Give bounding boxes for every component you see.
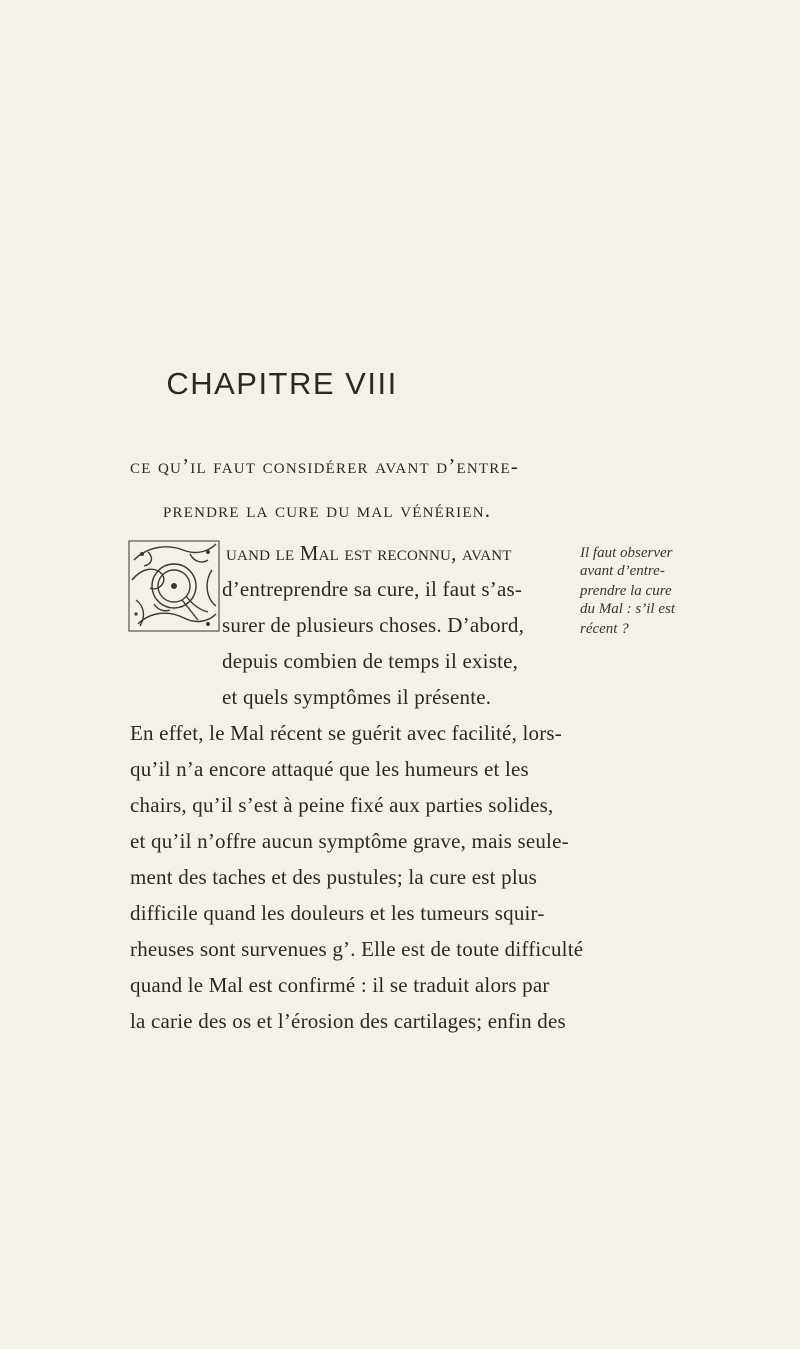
body-line-4: depuis combien de temps il existe, — [222, 649, 519, 673]
ornamental-drop-cap-q-icon — [128, 540, 220, 632]
body-line-11: difficile quand les douleurs et les tumeurs squir- — [130, 901, 545, 925]
margin-note-line-4: du Mal : s’il est — [580, 601, 675, 617]
body-line-6: En effet, le Mal récent se guérit avec facilité, lors- — [130, 721, 562, 745]
body-line-10: ment des taches et des pustules; la cure est plus — [130, 865, 537, 889]
body-line-3: surer de plusieurs choses. D’abord, — [222, 613, 525, 637]
body-line-12: rheuses sont survenues g’. Elle est de toute difficulté — [130, 937, 584, 961]
margin-note-line-5: récent ? — [580, 621, 629, 637]
body-line-1: uand le Mal est reconnu, avant — [226, 541, 512, 565]
chapter-heading-line-2: prendre la cure du mal vénérien. — [163, 498, 492, 522]
chapter-title: CHAPITRE VIII — [166, 366, 398, 401]
margin-note-line-1: Il faut observer — [580, 545, 673, 561]
body-line-7: qu’il n’a encore attaqué que les humeurs et les — [130, 757, 529, 781]
margin-note-line-3: prendre la cure — [580, 583, 672, 599]
body-line-5: et quels symptômes il présente. — [222, 685, 492, 709]
body-line-13: quand le Mal est confirmé : il se traduit alors par — [130, 973, 550, 997]
body-line-8: chairs, qu’il s’est à peine fixé aux parties solides, — [130, 793, 554, 817]
body-line-2: d’entreprendre sa cure, il faut s’as- — [222, 577, 523, 601]
body-line-9: et qu’il n’offre aucun symptôme grave, mais seule- — [130, 829, 569, 853]
margin-note-line-2: avant d’entre- — [580, 563, 665, 579]
body-line-14: la carie des os et l’érosion des cartilages; enfin des — [130, 1009, 566, 1033]
chapter-heading-line-1: ce qu’il faut considérer avant d’entre- — [130, 454, 520, 478]
